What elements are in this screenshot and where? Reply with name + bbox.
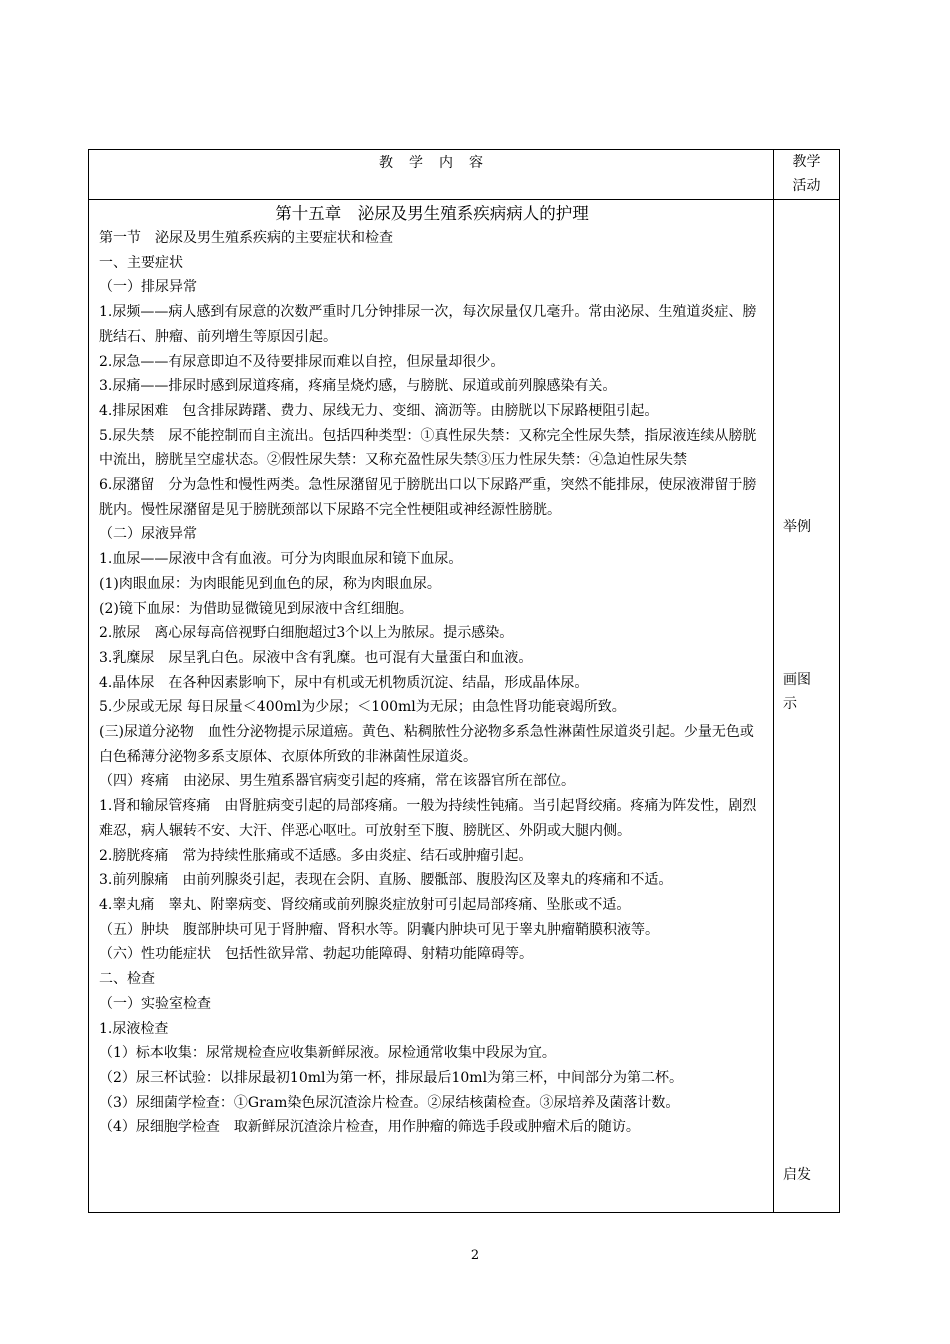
content-line: 二、检查	[99, 971, 155, 988]
content-line: 5.少尿或无尿 每日尿量＜400ml为少尿；＜100ml为无尿；由急性肾功能衰竭所致。	[99, 699, 626, 716]
content-line: 2.尿急——有尿意即迫不及待要排尿而难以自控，但尿量却很少。	[99, 353, 505, 370]
content-line: 一、主要症状	[99, 254, 183, 271]
content-line: 1.尿液检查	[99, 1020, 169, 1037]
content-line: （3）尿细菌学检查：①Gram染色尿沉渣涂片检查。②尿结核菌检查。③尿培养及菌落计数。	[99, 1094, 680, 1111]
content-line: (1)肉眼血尿：为肉眼能见到血色的尿，称为肉眼血尿。	[99, 575, 441, 592]
content-line: 3.尿痛——排尿时感到尿道疼痛，疼痛呈烧灼感，与膀胱、尿道或前列腺感染有关。	[99, 378, 617, 395]
content-line: （五）肿块 腹部肿块可见于肾肿瘤、肾积水等。阴囊内肿块可见于睾丸肿瘤鞘膜积液等。	[99, 921, 659, 938]
content-line: 6.尿潴留 分为急性和慢性两类。急性尿潴留见于膀胱出口以下尿路严重，突然不能排尿，使尿液滞留于膀胱内。慢性尿潴留是见于膀胱颈部以下尿路不完全性梗阻或神经源性膀胱。	[99, 477, 757, 518]
content-line: 第一节 泌尿及男生殖系疾病的主要症状和检查	[99, 230, 393, 246]
lesson-table	[88, 149, 840, 1213]
content-line: 1.尿频——病人感到有尿意的次数严重时几分钟排尿一次，每次尿量仅几毫升。常由泌尿、生殖道炎症、膀胱结石、肿瘤、前列增生等原因引起。	[99, 304, 757, 345]
activity-draw-line1: 画图	[783, 672, 811, 688]
content-line: （1）标本收集：尿常规检查应收集新鲜尿液。尿检通常收集中段尿为宜。	[99, 1045, 556, 1062]
content-line: 2.脓尿 离心尿每高倍视野白细胞超过3个以上为脓尿。提示感染。	[99, 625, 514, 642]
content-line: (2)镜下血尿：为借助显微镜见到尿液中含红细胞。	[99, 600, 413, 617]
page-number: 2	[470, 1248, 480, 1263]
content-line: （四）疼痛 由泌尿、男生殖系器官病变引起的疼痛，常在该器官所在部位。	[99, 773, 575, 790]
activity-draw	[783, 668, 823, 716]
content-cell	[89, 200, 774, 1212]
content-line: 2.膀胱疼痛 常为持续性胀痛或不适感。多由炎症、结石或肿瘤引起。	[99, 847, 533, 864]
content-line: （六）性功能症状 包括性欲异常、勃起功能障碍、射精功能障碍等。	[99, 946, 533, 963]
content-line: 3.乳糜尿 尿呈乳白色。尿液中含有乳糜。也可混有大量蛋白和血液。	[99, 649, 533, 666]
header-activity-line1: 教学	[792, 154, 821, 170]
content-line: （一）排尿异常	[99, 279, 197, 296]
header-activity-line2: 活动	[792, 178, 821, 194]
content-line: 3.前列腺痛 由前列腺炎引起，表现在会阴、直肠、腰骶部、腹股沟区及睾丸的疼痛和不适。	[99, 872, 673, 889]
content-line: 4.睾丸痛 睾丸、附睾病变、肾绞痛或前列腺炎症放射可引起局部疼痛、坠胀或不适。	[99, 896, 631, 913]
activity-example: 举例	[783, 519, 811, 535]
content-line: （2）尿三杯试验：以排尿最初10ml为第一杯，排尿最后10ml为第三杯，中间部分为第二杯。	[99, 1069, 684, 1086]
content-line: 4.排尿困难 包含排尿踌躇、费力、尿线无力、变细、滴沥等。由膀胱以下尿路梗阻引起。	[99, 402, 659, 419]
activity-inspire: 启发	[783, 1167, 811, 1183]
chapter-title: 第十五章 泌尿及男生殖系疾病病人的护理	[275, 204, 589, 223]
content-line: (三)尿道分泌物 血性分泌物提示尿道癌。黄色、粘稠脓性分泌物多系急性淋菌性尿道炎引起。少量无色或白色稀薄分泌物多系支原体、衣原体所致的非淋菌性尿道炎。	[99, 724, 754, 765]
header-teaching-activity	[774, 150, 839, 200]
content-line: （4）尿细胞学检查 取新鲜尿沉渣涂片检查，用作肿瘤的筛选手段或肿瘤术后的随访。	[99, 1119, 640, 1136]
content-line: 5.尿失禁 尿不能控制而自主流出。包括四种类型：①真性尿失禁：又称完全性尿失禁，指尿液连续从膀胱中流出，膀胱呈空虚状态。②假性尿失禁：又称充盈性尿失禁③压力性尿失禁：④急迫性尿失禁	[99, 427, 757, 469]
content-line: （二）尿液异常	[99, 526, 197, 543]
content-line: 1.血尿——尿液中含有血液。可分为肉眼血尿和镜下血尿。	[99, 551, 463, 568]
content-line: 4.晶体尿 在各种因素影响下，尿中有机或无机物质沉淀、结晶，形成晶体尿。	[99, 674, 589, 691]
header-teaching-content: 教学内容	[89, 150, 774, 200]
activity-draw-line2: 示	[783, 696, 797, 712]
content-line: 1.肾和输尿管疼痛 由肾脏病变引起的局部疼痛。一般为持续性钝痛。当引起肾绞痛。疼痛为阵发性，剧烈难忍，病人辗转不安、大汗、伴恶心呕吐。可放射至下腹、膀胱区、外阴或大腿内侧。	[99, 798, 757, 839]
content-line: （一）实验室检查	[99, 995, 211, 1012]
activity-cell	[774, 200, 839, 1212]
